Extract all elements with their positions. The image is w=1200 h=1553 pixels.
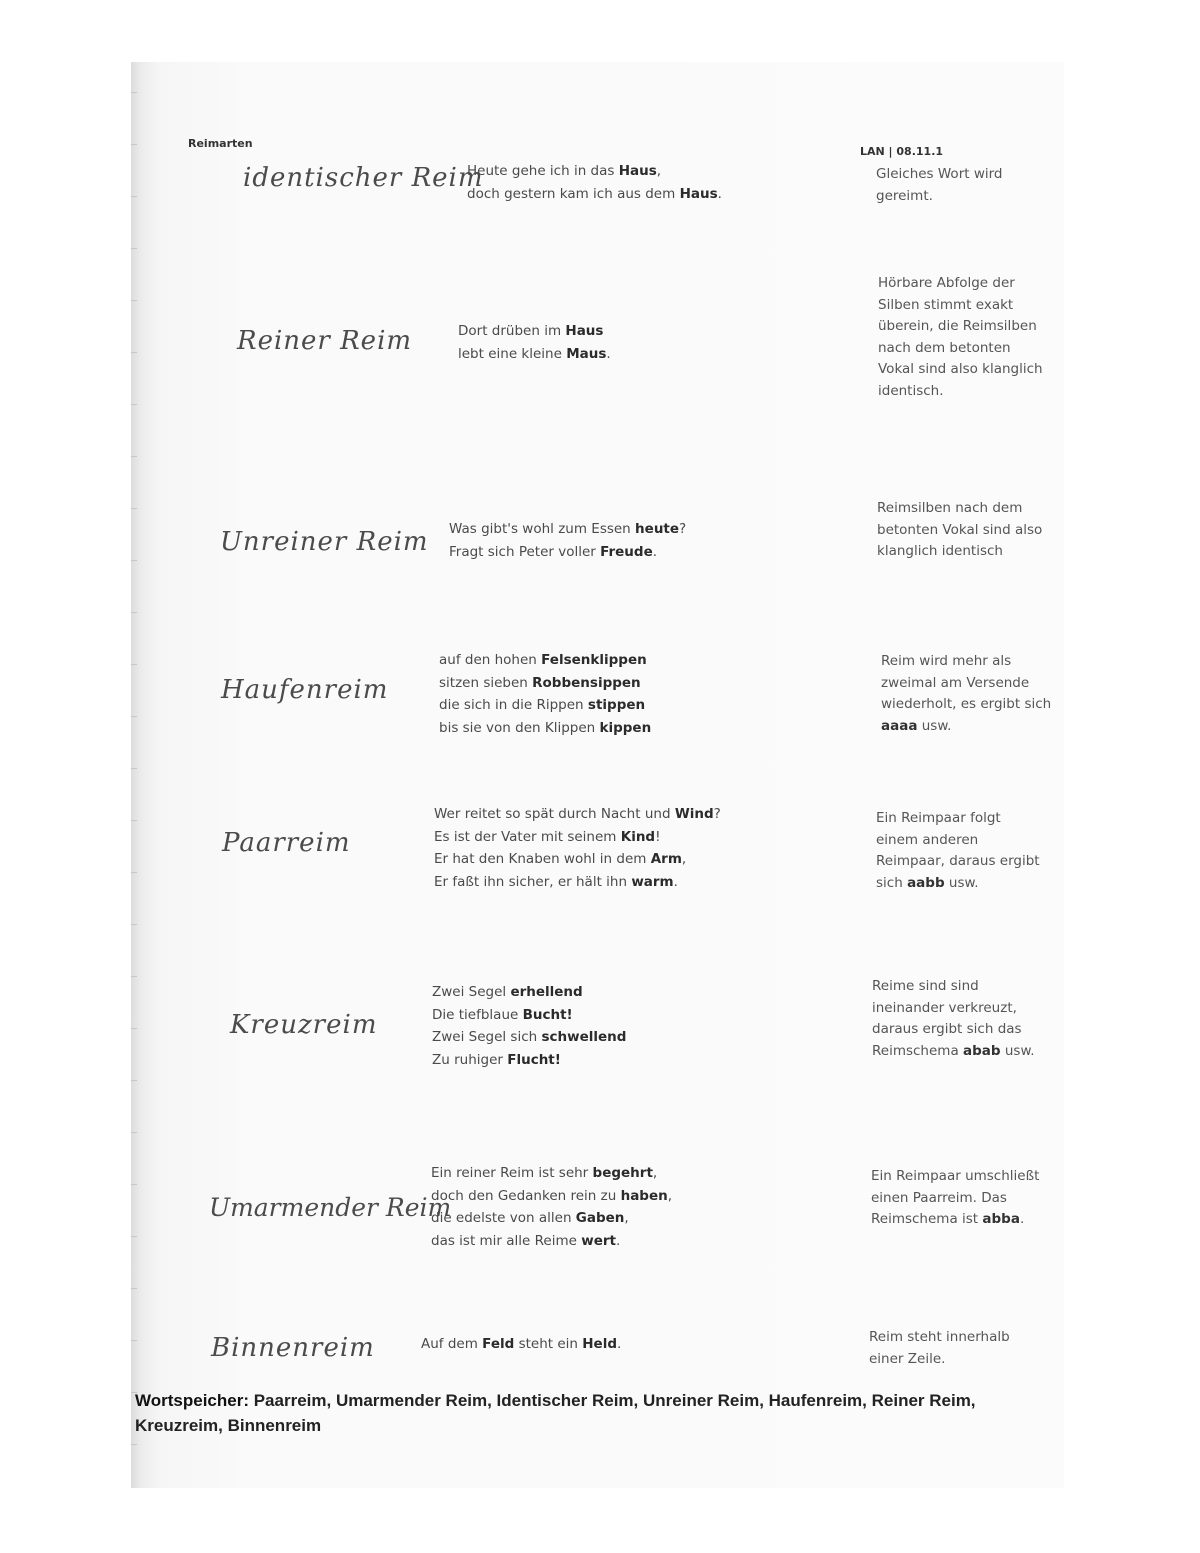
example-verse [449,518,686,563]
binding-tick [131,1132,137,1133]
verse-text: doch den Gedanken rein zu [431,1187,621,1204]
description [871,1166,1041,1231]
description-text: . [1019,1211,1025,1227]
verse-line [432,1004,626,1027]
description-text: Reimsilben nach dem betonten Vokal sind also klanglich identisch [877,500,1043,559]
worksheet-title: Reimarten [188,137,253,150]
verse-line [449,541,686,564]
description-text: Hörbare Abfolge der Silben stimmt exakt überein, die Reimsilben nach dem betonten Vokal sind also klanglich identisch. [878,275,1043,399]
verse-line [432,981,626,1004]
wortspeicher [135,1388,1055,1438]
verse-text: , [667,1187,673,1204]
verse-text: . [617,1336,622,1352]
verse-line [439,672,651,695]
verse-text: bis sie von den Klippen [439,719,600,736]
binding-tick [131,248,137,249]
example-verse [421,1333,621,1356]
verse-text: . [606,345,611,362]
binding-tick [131,872,137,873]
binding-tick [131,456,137,457]
verse-text: die sich in die Rippen [439,697,588,713]
example-verse [432,981,626,1071]
verse-line [449,518,686,541]
example-verse [458,320,611,365]
verse-text: Auf dem [421,1336,483,1352]
verse-line [431,1230,672,1253]
example-verse [467,160,722,205]
verse-line [434,803,721,826]
verse-text: steht ein [514,1336,583,1352]
verse-text: Wer reitet so spät durch Nacht und [434,806,675,822]
rhyme-word: Robbensippen [532,674,641,691]
binding-tick [131,1444,137,1445]
verse-line [431,1207,672,1230]
binding-tick [131,664,137,665]
wortspeicher-words: Paarreim, Umarmender Reim, Identischer Reim, Unreiner Reim, Haufenreim, Reiner Reim, Kreuzreim, Binnenreim [135,1391,976,1435]
verse-text: Dort drüben im [458,323,566,339]
rhyme-word: heute [635,521,680,537]
binding-tick [131,92,137,93]
verse-text: , [656,163,662,179]
description [881,651,1056,737]
binding-tick [131,352,137,353]
rhyme-scheme: aabb [907,874,945,891]
worksheet-code: LAN | 08.11.1 [860,145,944,158]
verse-line [434,871,721,894]
verse-text: . [652,543,658,560]
rhyme-word: warm [631,873,674,890]
rhyme-word: Wind [674,806,714,822]
verse-text: Zwei Segel [432,984,511,1000]
binding-tick [131,300,137,301]
rhyme-word: wert [581,1232,616,1249]
rhyme-word: Arm [650,851,682,867]
description-text: Gleiches Wort wird gereimt. [876,166,1003,204]
verse-line [467,160,722,183]
rhyme-scheme: aaaa [881,717,918,734]
verse-text: , [681,851,687,867]
verse-text: die edelste von allen [431,1210,576,1226]
description-text: usw. [1000,1042,1035,1059]
binding-tick [131,560,137,561]
verse-text: Er hat den Knaben wohl in dem [434,851,651,867]
description-text: usw. [917,717,952,734]
handwritten-label: Binnenreim [211,1333,375,1363]
verse-line [458,343,611,366]
verse-text: doch gestern kam ich aus dem [467,185,680,202]
verse-text: . [615,1232,621,1249]
verse-text: Es ist der Vater mit seinem [434,828,621,845]
rhyme-word: Gaben [575,1210,625,1226]
binding-tick [131,196,137,197]
rhyme-word: schwellend [541,1029,627,1045]
verse-line [439,694,651,717]
description [869,1327,1039,1370]
verse-text: ? [713,806,721,822]
wortspeicher-label: Wortspeicher: [135,1391,249,1410]
binding-tick [131,924,137,925]
verse-text: ? [679,521,687,537]
description-text: Reim steht innerhalb einer Zeile. [869,1329,1010,1367]
description [876,164,1026,207]
verse-text: lebt eine kleine [458,345,567,362]
verse-text: Er faßt ihn sicher, er hält ihn [434,873,632,890]
handwritten-label: identischer Reim [243,163,484,193]
binding-tick [131,612,137,613]
binding-tick [131,820,137,821]
rhyme-word: Held [582,1336,617,1352]
handwritten-label: Paarreim [222,828,351,858]
verse-line [458,320,611,343]
handwritten-label: Haufenreim [221,675,389,705]
verse-text: Ein reiner Reim ist sehr [431,1165,593,1181]
description-text: Reime sind sind ineinander verkreuzt, daraus ergibt sich das Reimschema [872,978,1022,1059]
verse-text: Was gibt's wohl zum Essen [449,521,636,537]
rhyme-scheme: abab [963,1042,1001,1059]
verse-text: , [652,1165,658,1181]
verse-text: auf den hohen [439,652,542,668]
verse-text: . [673,873,678,890]
example-verse [434,803,721,893]
binding-tick [131,1080,137,1081]
verse-line [439,717,651,740]
verse-text: ! [655,828,661,845]
verse-line [431,1185,672,1208]
rhyme-word: Kind [620,828,656,845]
verse-text: Zu ruhiger [432,1051,508,1068]
binding-edge [131,62,137,1488]
example-verse [431,1162,672,1252]
rhyme-word: Bucht! [522,1006,573,1023]
rhyme-word: Feld [482,1336,515,1352]
verse-line [434,826,721,849]
binding-tick [131,1184,137,1185]
verse-line [431,1162,672,1185]
verse-text: Die tiefblaue [432,1006,523,1023]
verse-text: Zwei Segel sich [432,1029,542,1045]
binding-tick [131,508,137,509]
verse-text: . [717,185,722,202]
example-verse [439,649,651,739]
rhyme-word: Haus [679,185,718,202]
verse-line [432,1026,626,1049]
rhyme-word: Haus [618,163,657,179]
description-text: Reim wird mehr als zweimal am Versende wiederholt, es ergibt sich [881,653,1052,712]
description-text: usw. [944,874,979,891]
handwritten-label: Reiner Reim [237,326,413,356]
binding-tick [131,404,137,405]
rhyme-word: kippen [599,719,652,736]
description [872,976,1050,1062]
handwritten-label: Unreiner Reim [220,527,429,557]
handwritten-label: Umarmender Reim [209,1193,452,1222]
binding-tick [131,1288,137,1289]
verse-text: , [624,1210,629,1226]
verse-line [432,1049,626,1072]
binding-tick [131,1340,137,1341]
verse-line [439,649,651,672]
rhyme-word: erhellend [510,984,583,1000]
handwritten-label: Kreuzreim [230,1010,378,1040]
binding-tick [131,1028,137,1029]
rhyme-word: begehrt [592,1165,653,1181]
verse-line [467,183,722,206]
binding-tick [131,768,137,769]
rhyme-word: Haus [565,323,604,339]
verse-text: das ist mir alle Reime [431,1232,582,1249]
verse-text: sitzen sieben [439,674,533,691]
description-text: Ein Reimpaar umschließt einen Paarreim. Das Reimschema ist [871,1168,1040,1227]
rhyme-word: haben [620,1187,668,1204]
binding-tick [131,1236,137,1237]
description [878,273,1048,402]
binding-tick [131,716,137,717]
description [876,808,1046,894]
verse-line [434,848,721,871]
verse-text: Fragt sich Peter voller [449,543,601,560]
rhyme-word: Flucht! [507,1051,561,1068]
verse-text: Heute gehe ich in das [467,163,619,179]
rhyme-word: Felsenklippen [541,652,647,668]
verse-line [421,1333,621,1356]
description [877,498,1047,563]
description-text: Ein Reimpaar folgt einem anderen Reimpaar, daraus ergibt sich [876,810,1040,891]
rhyme-word: stippen [587,697,646,713]
rhyme-scheme: abba [982,1211,1020,1227]
rhyme-word: Freude [600,543,653,560]
rhyme-word: Maus [566,345,607,362]
binding-tick [131,976,137,977]
binding-tick [131,144,137,145]
